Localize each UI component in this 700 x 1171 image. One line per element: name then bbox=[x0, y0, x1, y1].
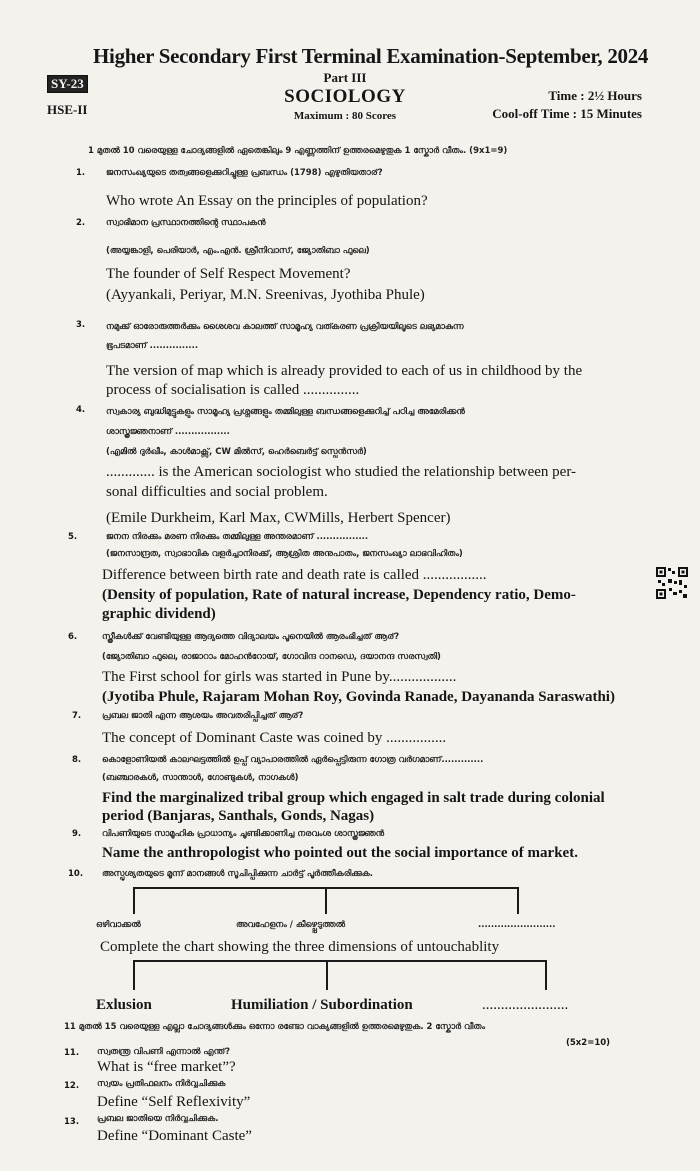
question-en: ............. is the American sociologist who studied the relationship between per- bbox=[106, 464, 577, 480]
chart-connector bbox=[545, 960, 547, 990]
question-en: What is “free market”? bbox=[97, 1059, 236, 1075]
paper-code: SY-23 bbox=[47, 75, 88, 93]
chart-connector bbox=[133, 960, 546, 962]
question-en: The concept of Dominant Caste was coined by ................ bbox=[102, 730, 447, 746]
chart-connector bbox=[517, 887, 519, 914]
question-number: 3. bbox=[76, 320, 86, 330]
question-ml: അസ്പൃശ്യതയുടെ മൂന്ന് മാനങ്ങൾ സൂചിപ്പിക്കുന്ന ചാർട്ട് പൂർത്തീകരിക്കുക. bbox=[102, 869, 374, 879]
question-en: The founder of Self Respect Movement? bbox=[106, 266, 351, 282]
question-ml: സ്ത്രീകൾക്ക് വേണ്ടിയുള്ള ആദ്യത്തെ വിദ്യാലയം പൂനെയിൽ ആരംഭിച്ചത് ആര്? bbox=[102, 632, 400, 642]
question-number: 6. bbox=[68, 632, 78, 642]
chart-connector bbox=[325, 887, 327, 914]
question-ml: കൊളോണിയൽ കാലഘട്ടത്തിൽ ഉപ്പ് വ്യാപാരത്തിൽ ഏർപ്പെട്ടിരുന്ന ഗോത്ര വർഗമാണ്............. bbox=[102, 755, 484, 765]
question-en: The version of map which is already provided to each of us in childhood by the bbox=[106, 363, 583, 379]
question-en: Find the marginalized tribal group which engaged in salt trade during colonial bbox=[102, 790, 605, 806]
question-options-en: (Ayyankali, Periyar, M.N. Sreenivas, Jyothiba Phule) bbox=[106, 287, 425, 303]
question-en-line2: sonal difficulties and social problem. bbox=[106, 484, 328, 500]
question-ml: നമുക്ക് ഓരോരുത്തർക്കും ശൈശവ കാലത്ത് സാമൂഹ്യ വത്കരണ പ്രക്രിയയിലൂടെ ലഭ്യമാകുന്ന bbox=[106, 322, 464, 332]
question-ml-line2: ശാസ്ത്രജ്ഞനാണ് ................. bbox=[106, 427, 230, 437]
chart-label: ........................ bbox=[478, 920, 556, 930]
question-number: 8. bbox=[72, 755, 82, 765]
question-en-line2: process of socialisation is called ............... bbox=[106, 382, 360, 398]
question-number: 1. bbox=[76, 168, 86, 178]
question-number: 4. bbox=[76, 405, 86, 415]
section2-marks: (5x2=10) bbox=[566, 1038, 611, 1048]
question-options-ml: (ജ്യോതിബാ ഫുലെ, രാജാറാം മോഹൻറോയ്, ഗോവിന്ദ റാനഡെ, ദയാനന്ദ സരസ്വതി) bbox=[102, 652, 441, 662]
question-en: Define “Dominant Caste” bbox=[97, 1128, 252, 1144]
question-ml: സ്വയം പ്രതിഫലനം നിർവ്വചിക്കുക bbox=[97, 1079, 226, 1089]
question-ml: ജനസംഖ്യയുടെ തത്വങ്ങളെക്കുറിച്ചുള്ള പ്രബന്ധം (1798) എഴുതിയതാര്? bbox=[106, 168, 383, 178]
question-options-en-line2: graphic dividend) bbox=[102, 606, 216, 622]
question-en: Complete the chart showing the three dimensions of untouchablity bbox=[100, 939, 500, 955]
chart-label: Exlusion bbox=[96, 997, 152, 1013]
question-ml: വിപണിയുടെ സാമൂഹിക പ്രാധാന്യം ചൂണ്ടിക്കാണിച്ച നരവംശ ശാസ്ത്രജ്ഞൻ bbox=[102, 829, 385, 839]
time-label: Time : 2½ Hours bbox=[548, 88, 642, 103]
chart-connector bbox=[133, 960, 135, 990]
question-options-ml: (എമിൽ ദുർഖീം, കാൾമാക്സ്, CW മിൽസ്, ഹെർബെർട്ട് സ്പെൻസർ) bbox=[106, 447, 367, 457]
question-options-en: (Density of population, Rate of natural increase, Dependency ratio, Demo- bbox=[102, 587, 576, 603]
question-ml: സ്വകാര്യ ബുദ്ധിമുട്ടുകളും സാമൂഹ്യ പ്രശ്നങ്ങളും തമ്മിലുള്ള ബന്ധങ്ങളെക്കുറിച്ച് പഠിച്ച അമേരിക്കൻ bbox=[106, 407, 465, 417]
chart-connector bbox=[133, 887, 135, 914]
chart-label: അവഹേളനം / കീഴ്പ്പെടുത്തൽ bbox=[236, 920, 346, 930]
question-en: Who wrote An Essay on the principles of population? bbox=[106, 193, 428, 209]
question-number: 11. bbox=[64, 1048, 80, 1058]
question-number: 7. bbox=[72, 711, 82, 721]
subject-title: SOCIOLOGY bbox=[284, 86, 406, 107]
question-ml: സ്വതന്ത്ര വിപണി എന്നാൽ എന്ത്? bbox=[97, 1047, 231, 1057]
chart-connector bbox=[326, 960, 328, 990]
section2-instruction: 11 മുതൽ 15 വരെയുള്ള എല്ലാ ചോദ്യങ്ങൾക്കും ഒന്നോ രണ്ടോ വാക്യങ്ങളിൽ ഉത്തരമെഴുതുക. 2 സ്കോർ വീതം bbox=[64, 1022, 486, 1032]
qr-code-icon bbox=[655, 566, 689, 600]
maximum-scores: Maximum : 80 Scores bbox=[293, 110, 397, 122]
question-ml-line2: ഭൂപടമാണ് ............... bbox=[106, 341, 199, 351]
question-en: Name the anthropologist who pointed out the social importance of market. bbox=[102, 845, 578, 861]
question-en: The First school for girls was started in Pune by.................. bbox=[102, 669, 457, 685]
question-number: 5. bbox=[68, 532, 78, 542]
question-number: 10. bbox=[68, 869, 84, 879]
question-number: 12. bbox=[64, 1081, 80, 1091]
question-options-en: (Emile Durkheim, Karl Max, CWMills, Herbert Spencer) bbox=[106, 510, 451, 526]
question-number: 13. bbox=[64, 1117, 80, 1127]
question-options-en: (Jyotiba Phule, Rajaram Mohan Roy, Govinda Ranade, Dayananda Saraswathi) bbox=[102, 689, 615, 705]
level-label: HSE-II bbox=[47, 102, 88, 117]
question-options-ml: (ജനസാന്ദ്രത, സ്വാഭാവിക വളർച്ചാനിരക്ക്, ആശ്രിത അനുപാതം, ജനസംഖ്യാ ലാഭവിഹിതം) bbox=[106, 549, 463, 559]
chart-label: ഒഴിവാക്കൽ bbox=[96, 920, 141, 930]
question-ml: സ്വാഭിമാന പ്രസ്ഥാനത്തിന്റെ സ്ഥാപകൻ bbox=[106, 218, 266, 228]
chart-label: ....................... bbox=[482, 997, 569, 1013]
section1-instruction: 1 മുതൽ 10 വരെയുള്ള ചോദ്യങ്ങളിൽ ഏതെങ്കിലും 9 എണ്ണത്തിന് ഉത്തരമെഴുതുക 1 സ്കോർ വീതം. (9x1=9) bbox=[88, 146, 508, 156]
part-label: Part III bbox=[323, 70, 367, 85]
question-options-ml: (അയ്യങ്കാളി, പെരിയാർ, എം.എൻ. ശ്രീനിവാസ്, ജ്യോതിബാ ഫുലെ) bbox=[106, 246, 370, 256]
question-number: 2. bbox=[76, 218, 86, 228]
question-options-ml: (ബഞ്ചാരകൾ, സാന്താൾ, ഗോണ്ടുകൾ, നാഗകൾ) bbox=[102, 773, 299, 783]
question-ml: ജനന നിരക്കും മരണ നിരക്കും തമ്മിലുള്ള അന്തരമാണ് ................ bbox=[106, 532, 369, 542]
cool-off-label: Cool-off Time : 15 Minutes bbox=[492, 106, 642, 121]
question-en-line2: period (Banjaras, Santhals, Gonds, Nagas) bbox=[102, 808, 375, 824]
chart-label: Humiliation / Subordination bbox=[231, 997, 413, 1013]
question-ml: പ്രബല ജാതി എന്ന ആശയം അവതരിപ്പിച്ചത് ആര്? bbox=[102, 711, 304, 721]
question-ml: പ്രബല ജാതിയെ നിർവ്വചിക്കുക. bbox=[97, 1114, 219, 1124]
question-en: Difference between birth rate and death rate is called ................. bbox=[102, 567, 487, 583]
exam-title: Higher Secondary First Terminal Examination-September, 2024 bbox=[93, 44, 649, 68]
question-number: 9. bbox=[72, 829, 82, 839]
question-en: Define “Self Reflexivity” bbox=[97, 1094, 251, 1110]
